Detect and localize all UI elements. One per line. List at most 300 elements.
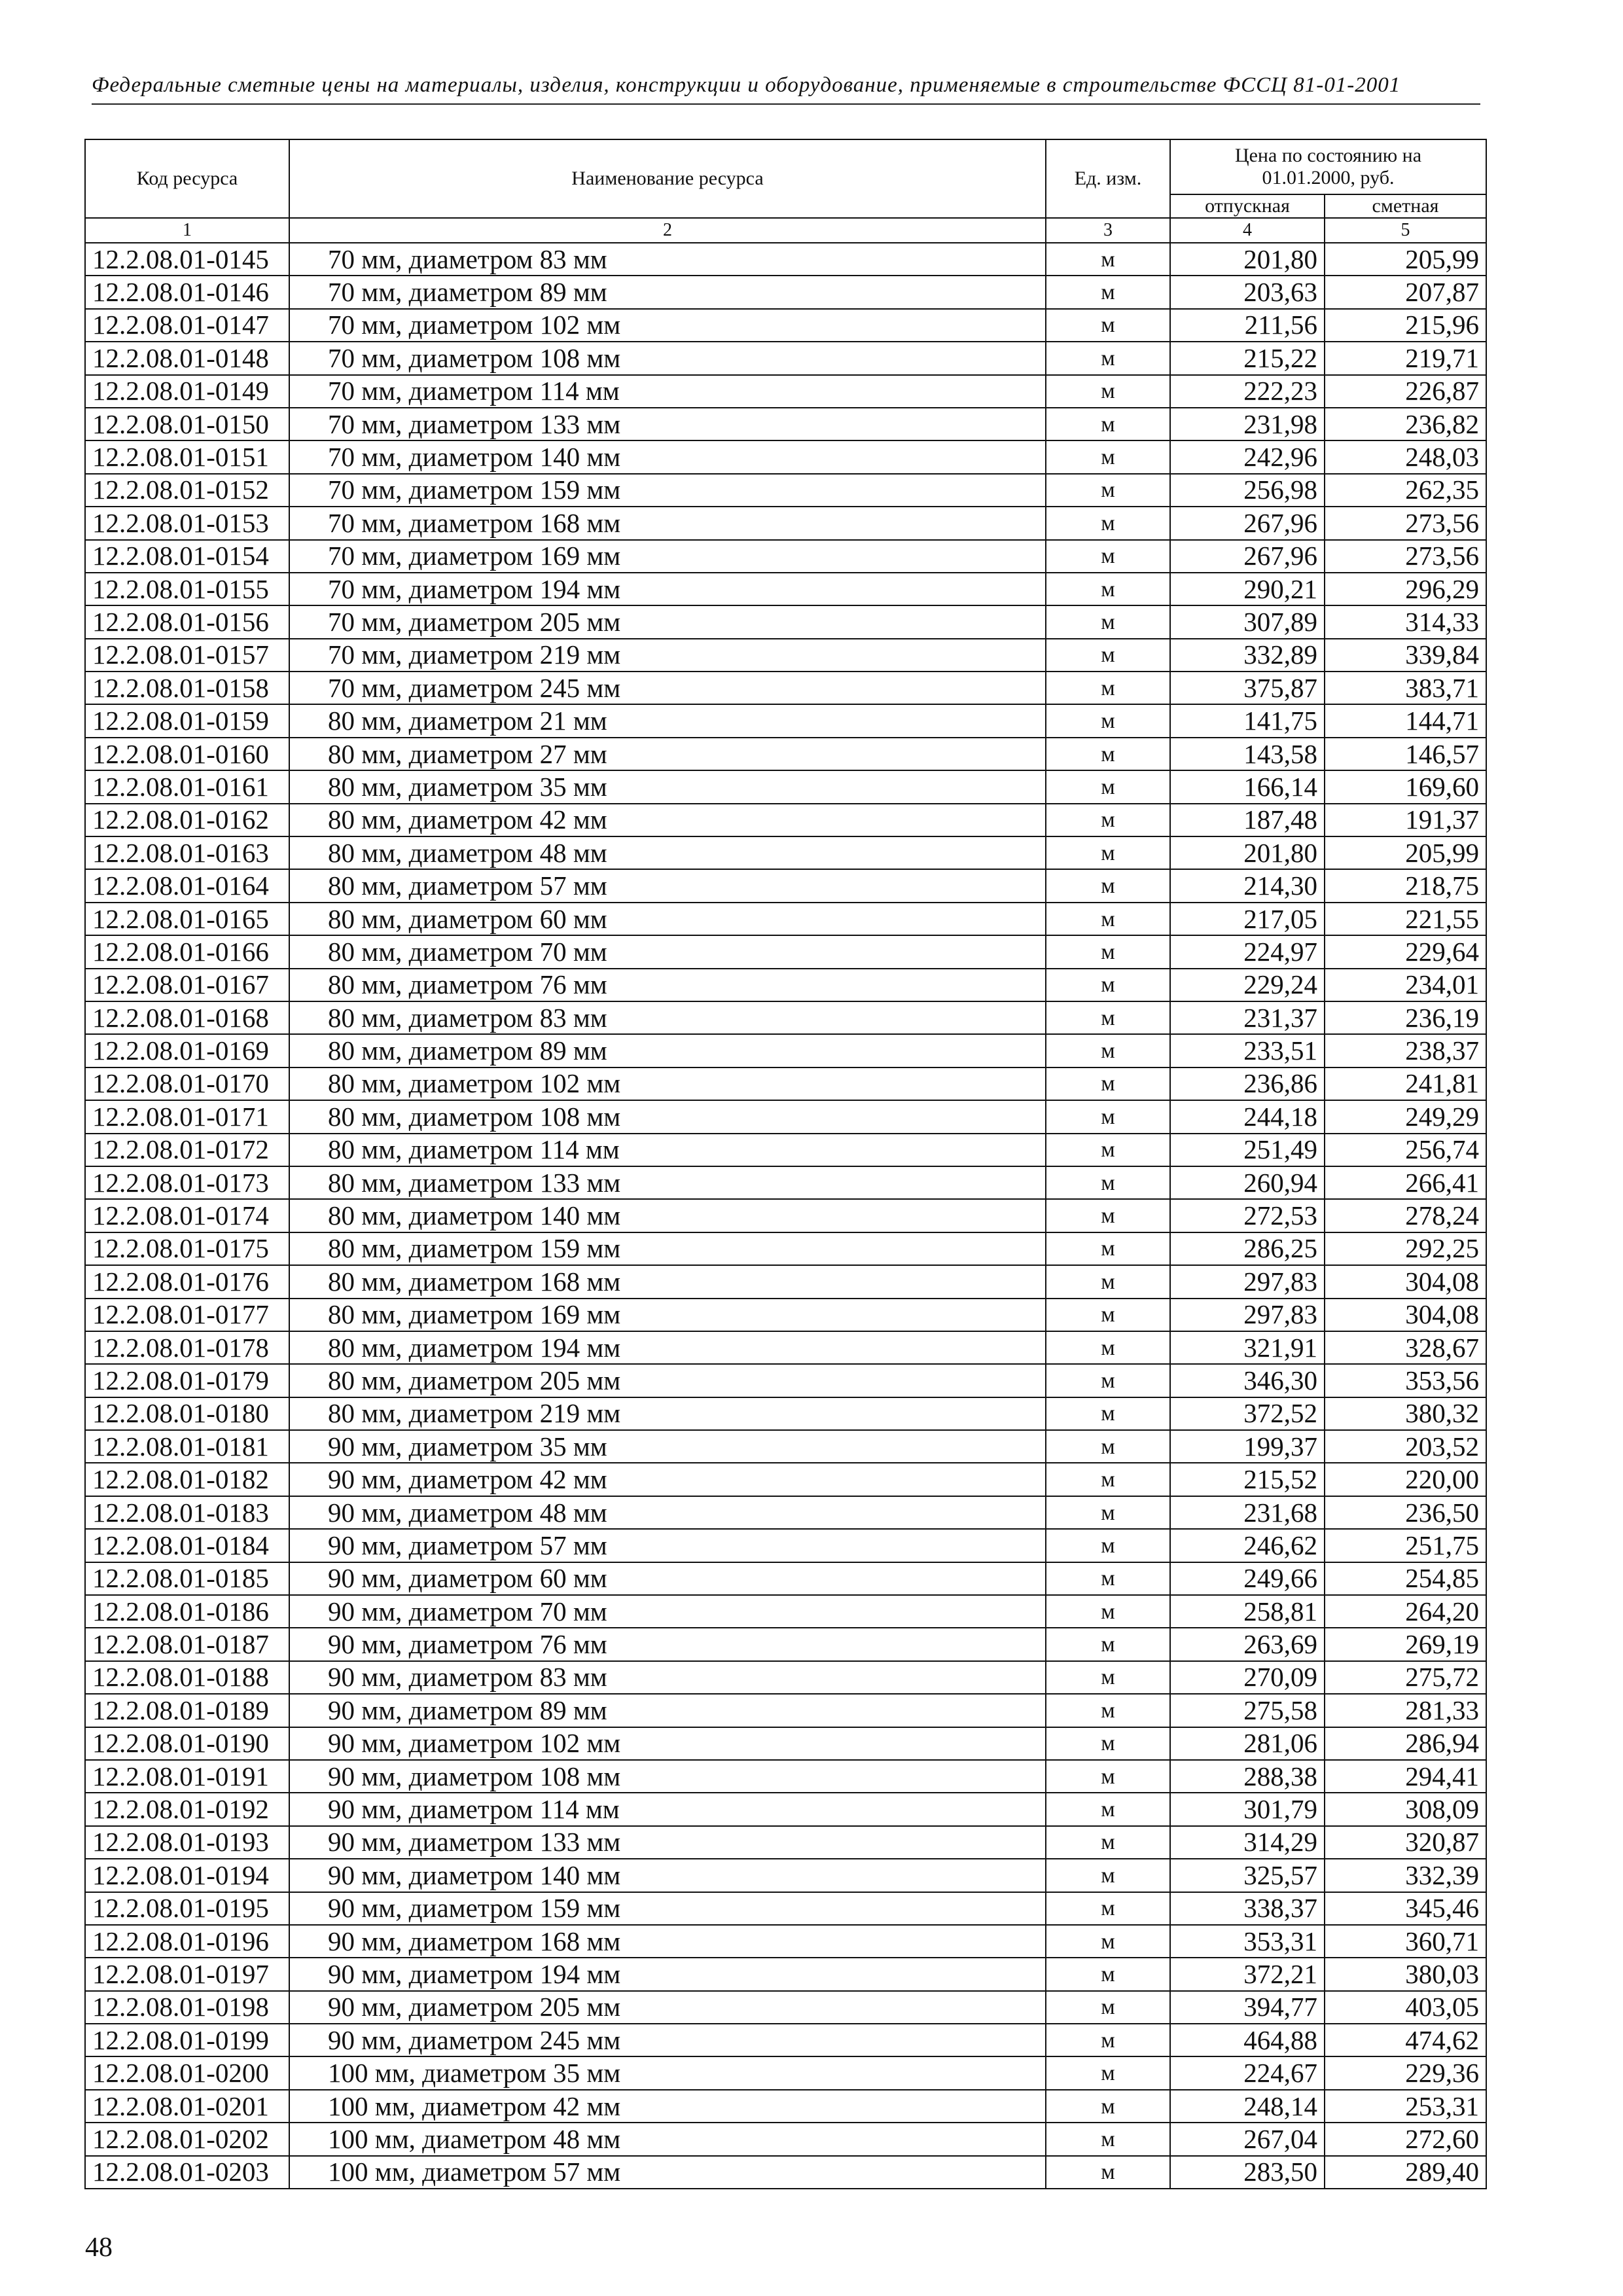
resource-name: 90 мм, диаметром 159 мм [289, 1892, 1046, 1925]
resource-name: 70 мм, диаметром 168 мм [289, 507, 1046, 539]
resource-name: 90 мм, диаметром 133 мм [289, 1826, 1046, 1859]
resource-name: 80 мм, диаметром 27 мм [289, 738, 1046, 770]
resource-code: 12.2.08.01-0192 [85, 1793, 289, 1825]
table-row [85, 1496, 1486, 1529]
unit: м [1046, 1134, 1170, 1166]
price-estimate: 215,96 [1325, 309, 1486, 342]
price-release: 224,67 [1170, 2056, 1325, 2089]
price-release: 236,86 [1170, 1067, 1325, 1100]
price-estimate: 294,41 [1325, 1760, 1486, 1793]
unit: м [1046, 1562, 1170, 1595]
unit: м [1046, 935, 1170, 968]
price-estimate: 229,36 [1325, 2056, 1486, 2089]
table-row [85, 1331, 1486, 1364]
table-row [85, 1859, 1486, 1892]
price-estimate: 304,08 [1325, 1299, 1486, 1331]
price-estimate: 292,25 [1325, 1232, 1486, 1265]
price-estimate: 278,24 [1325, 1199, 1486, 1232]
price-release: 260,94 [1170, 1166, 1325, 1199]
price-release: 267,96 [1170, 507, 1325, 539]
unit: м [1046, 474, 1170, 507]
resource-name: 100 мм, диаметром 42 мм [289, 2090, 1046, 2123]
unit: м [1046, 1991, 1170, 2024]
price-release: 301,79 [1170, 1793, 1325, 1825]
price-estimate: 304,08 [1325, 1265, 1486, 1298]
table-row [85, 672, 1486, 704]
resource-name: 70 мм, диаметром 83 мм [289, 243, 1046, 276]
unit: м [1046, 1331, 1170, 1364]
price-release: 297,83 [1170, 1265, 1325, 1298]
price-estimate: 249,29 [1325, 1100, 1486, 1133]
resource-name: 70 мм, диаметром 114 мм [289, 375, 1046, 408]
price-release: 281,06 [1170, 1727, 1325, 1760]
price-release: 251,49 [1170, 1134, 1325, 1166]
resource-name: 90 мм, диаметром 42 мм [289, 1463, 1046, 1496]
price-estimate: 236,82 [1325, 408, 1486, 440]
price-release: 217,05 [1170, 903, 1325, 935]
price-release: 249,66 [1170, 1562, 1325, 1595]
unit: м [1046, 1595, 1170, 1628]
table-row [85, 1760, 1486, 1793]
resource-code: 12.2.08.01-0163 [85, 836, 289, 869]
resource-name: 70 мм, диаметром 219 мм [289, 639, 1046, 672]
resource-name: 80 мм, диаметром 48 мм [289, 836, 1046, 869]
price-release: 233,51 [1170, 1034, 1325, 1067]
unit: м [1046, 2156, 1170, 2189]
resource-code: 12.2.08.01-0172 [85, 1134, 289, 1166]
resource-code: 12.2.08.01-0161 [85, 770, 289, 803]
price-estimate: 269,19 [1325, 1628, 1486, 1660]
price-release: 346,30 [1170, 1364, 1325, 1397]
resource-code: 12.2.08.01-0154 [85, 540, 289, 573]
resource-name: 70 мм, диаметром 108 мм [289, 342, 1046, 374]
table-row [85, 1001, 1486, 1034]
price-release: 258,81 [1170, 1595, 1325, 1628]
unit: м [1046, 869, 1170, 902]
resource-code: 12.2.08.01-0180 [85, 1397, 289, 1430]
price-estimate: 273,56 [1325, 540, 1486, 573]
resource-name: 80 мм, диаметром 205 мм [289, 1364, 1046, 1397]
table-row [85, 1034, 1486, 1067]
resource-code: 12.2.08.01-0162 [85, 804, 289, 836]
resource-name: 80 мм, диаметром 57 мм [289, 869, 1046, 902]
table-row [85, 1793, 1486, 1825]
price-release: 321,91 [1170, 1331, 1325, 1364]
resource-code: 12.2.08.01-0148 [85, 342, 289, 374]
table-row [85, 836, 1486, 869]
price-release: 199,37 [1170, 1430, 1325, 1463]
header-rule [92, 103, 1480, 105]
unit: м [1046, 440, 1170, 473]
resource-code: 12.2.08.01-0198 [85, 1991, 289, 2024]
unit: м [1046, 770, 1170, 803]
unit: м [1046, 1826, 1170, 1859]
unit: м [1046, 1034, 1170, 1067]
unit: м [1046, 804, 1170, 836]
unit: м [1046, 1430, 1170, 1463]
resource-code: 12.2.08.01-0197 [85, 1958, 289, 1990]
price-release: 263,69 [1170, 1628, 1325, 1660]
price-release: 229,24 [1170, 969, 1325, 1001]
resource-code: 12.2.08.01-0191 [85, 1760, 289, 1793]
price-estimate: 332,39 [1325, 1859, 1486, 1892]
price-estimate: 146,57 [1325, 738, 1486, 770]
resource-code: 12.2.08.01-0160 [85, 738, 289, 770]
table-row [85, 440, 1486, 473]
resource-name: 70 мм, диаметром 102 мм [289, 309, 1046, 342]
price-table [84, 139, 1487, 2189]
unit: м [1046, 2090, 1170, 2123]
resource-code: 12.2.08.01-0168 [85, 1001, 289, 1034]
price-release: 372,52 [1170, 1397, 1325, 1430]
price-release: 325,57 [1170, 1859, 1325, 1892]
price-release: 332,89 [1170, 639, 1325, 672]
resource-name: 90 мм, диаметром 89 мм [289, 1694, 1046, 1727]
table-row [85, 1727, 1486, 1760]
resource-name: 80 мм, диаметром 169 мм [289, 1299, 1046, 1331]
resource-code: 12.2.08.01-0171 [85, 1100, 289, 1133]
resource-name: 80 мм, диаметром 194 мм [289, 1331, 1046, 1364]
table-row [85, 2056, 1486, 2089]
price-release: 231,37 [1170, 1001, 1325, 1034]
price-estimate: 383,71 [1325, 672, 1486, 704]
resource-code: 12.2.08.01-0187 [85, 1628, 289, 1660]
table-row [85, 1925, 1486, 1958]
table-row [85, 408, 1486, 440]
price-estimate: 169,60 [1325, 770, 1486, 803]
unit: м [1046, 309, 1170, 342]
resource-code: 12.2.08.01-0184 [85, 1529, 289, 1562]
resource-name: 80 мм, диаметром 168 мм [289, 1265, 1046, 1298]
price-release: 246,62 [1170, 1529, 1325, 1562]
table-row [85, 1199, 1486, 1232]
table-row [85, 1166, 1486, 1199]
price-estimate: 205,99 [1325, 836, 1486, 869]
resource-name: 90 мм, диаметром 70 мм [289, 1595, 1046, 1628]
unit: м [1046, 969, 1170, 1001]
resource-code: 12.2.08.01-0150 [85, 408, 289, 440]
resource-code: 12.2.08.01-0158 [85, 672, 289, 704]
table-row [85, 869, 1486, 902]
unit: м [1046, 276, 1170, 308]
page-number: 48 [85, 2233, 113, 2263]
unit: м [1046, 1299, 1170, 1331]
resource-code: 12.2.08.01-0153 [85, 507, 289, 539]
unit: м [1046, 1199, 1170, 1232]
resource-name: 70 мм, диаметром 169 мм [289, 540, 1046, 573]
unit: м [1046, 540, 1170, 573]
resource-name: 90 мм, диаметром 57 мм [289, 1529, 1046, 1562]
table-row [85, 1232, 1486, 1265]
col-header-code: Код ресурса [85, 139, 289, 218]
table-row [85, 540, 1486, 573]
price-estimate: 380,03 [1325, 1958, 1486, 1990]
unit: м [1046, 1463, 1170, 1496]
resource-code: 12.2.08.01-0182 [85, 1463, 289, 1496]
resource-code: 12.2.08.01-0186 [85, 1595, 289, 1628]
price-release: 201,80 [1170, 836, 1325, 869]
table-row [85, 342, 1486, 374]
resource-name: 80 мм, диаметром 76 мм [289, 969, 1046, 1001]
table-row [85, 1100, 1486, 1133]
resource-name: 90 мм, диаметром 114 мм [289, 1793, 1046, 1825]
table-row [85, 1463, 1486, 1496]
table-row [85, 1562, 1486, 1595]
price-estimate: 474,62 [1325, 2024, 1486, 2056]
price-release: 297,83 [1170, 1299, 1325, 1331]
price-release: 215,22 [1170, 342, 1325, 374]
price-estimate: 262,35 [1325, 474, 1486, 507]
unit: м [1046, 704, 1170, 737]
table-row [85, 605, 1486, 638]
resource-name: 80 мм, диаметром 35 мм [289, 770, 1046, 803]
col-header-price-estimate: сметная [1325, 194, 1486, 218]
unit: м [1046, 1661, 1170, 1694]
resource-name: 70 мм, диаметром 194 мм [289, 573, 1046, 605]
price-estimate: 273,56 [1325, 507, 1486, 539]
table-row [85, 276, 1486, 308]
resource-code: 12.2.08.01-0170 [85, 1067, 289, 1100]
resource-name: 80 мм, диаметром 219 мм [289, 1397, 1046, 1430]
col-header-unit: Ед. изм. [1046, 139, 1170, 218]
resource-code: 12.2.08.01-0183 [85, 1496, 289, 1529]
table-row [85, 2024, 1486, 2056]
unit: м [1046, 1001, 1170, 1034]
price-estimate: 380,32 [1325, 1397, 1486, 1430]
unit: м [1046, 1496, 1170, 1529]
price-estimate: 272,60 [1325, 2123, 1486, 2155]
resource-code: 12.2.08.01-0185 [85, 1562, 289, 1595]
resource-code: 12.2.08.01-0167 [85, 969, 289, 1001]
resource-name: 80 мм, диаметром 159 мм [289, 1232, 1046, 1265]
col-header-price-group [1170, 139, 1486, 194]
resource-code: 12.2.08.01-0166 [85, 935, 289, 968]
price-release: 267,96 [1170, 540, 1325, 573]
price-estimate: 253,31 [1325, 2090, 1486, 2123]
resource-name: 80 мм, диаметром 60 мм [289, 903, 1046, 935]
price-release: 375,87 [1170, 672, 1325, 704]
price-estimate: 339,84 [1325, 639, 1486, 672]
price-estimate: 353,56 [1325, 1364, 1486, 1397]
table-row [85, 935, 1486, 968]
price-release: 314,29 [1170, 1826, 1325, 1859]
unit: м [1046, 342, 1170, 374]
price-release: 242,96 [1170, 440, 1325, 473]
resource-name: 80 мм, диаметром 102 мм [289, 1067, 1046, 1100]
resource-name: 70 мм, диаметром 159 мм [289, 474, 1046, 507]
resource-code: 12.2.08.01-0179 [85, 1364, 289, 1397]
price-estimate: 207,87 [1325, 276, 1486, 308]
resource-code: 12.2.08.01-0159 [85, 704, 289, 737]
unit: м [1046, 903, 1170, 935]
unit: м [1046, 243, 1170, 276]
unit: м [1046, 573, 1170, 605]
resource-code: 12.2.08.01-0199 [85, 2024, 289, 2056]
resource-name: 80 мм, диаметром 140 мм [289, 1199, 1046, 1232]
unit: м [1046, 1694, 1170, 1727]
unit: м [1046, 1925, 1170, 1958]
resource-name: 100 мм, диаметром 35 мм [289, 2056, 1046, 2089]
unit: м [1046, 1166, 1170, 1199]
resource-name: 70 мм, диаметром 205 мм [289, 605, 1046, 638]
price-estimate: 234,01 [1325, 969, 1486, 1001]
price-release: 307,89 [1170, 605, 1325, 638]
unit: м [1046, 836, 1170, 869]
col-number: 5 [1325, 218, 1486, 243]
unit: м [1046, 738, 1170, 770]
price-estimate: 296,29 [1325, 573, 1486, 605]
unit: м [1046, 1265, 1170, 1298]
price-release: 372,21 [1170, 1958, 1325, 1990]
table-row [85, 1397, 1486, 1430]
price-estimate: 226,87 [1325, 375, 1486, 408]
resource-name: 90 мм, диаметром 205 мм [289, 1991, 1046, 2024]
price-release: 222,23 [1170, 375, 1325, 408]
resource-code: 12.2.08.01-0193 [85, 1826, 289, 1859]
price-estimate: 256,74 [1325, 1134, 1486, 1166]
running-header: Федеральные сметные цены на материалы, изделия, конструкции и оборудование, применяемые в строительстве ФССЦ 81-01-2001 [92, 73, 1401, 97]
price-release: 283,50 [1170, 2156, 1325, 2189]
price-estimate: 238,37 [1325, 1034, 1486, 1067]
price-release: 244,18 [1170, 1100, 1325, 1133]
resource-code: 12.2.08.01-0177 [85, 1299, 289, 1331]
price-release: 286,25 [1170, 1232, 1325, 1265]
price-estimate: 345,46 [1325, 1892, 1486, 1925]
price-estimate: 360,71 [1325, 1925, 1486, 1958]
resource-code: 12.2.08.01-0175 [85, 1232, 289, 1265]
table-row [85, 903, 1486, 935]
price-estimate: 314,33 [1325, 605, 1486, 638]
price-estimate: 281,33 [1325, 1694, 1486, 1727]
resource-name: 70 мм, диаметром 89 мм [289, 276, 1046, 308]
unit: м [1046, 375, 1170, 408]
table-row [85, 804, 1486, 836]
table-row [85, 2090, 1486, 2123]
price-release: 248,14 [1170, 2090, 1325, 2123]
price-group-label: Цена по состоянию на 01.01.2000, руб. [1234, 145, 1422, 188]
table-row [85, 1134, 1486, 1166]
price-release: 143,58 [1170, 738, 1325, 770]
price-release: 141,75 [1170, 704, 1325, 737]
resource-name: 90 мм, диаметром 76 мм [289, 1628, 1046, 1660]
price-release: 353,31 [1170, 1925, 1325, 1958]
price-estimate: 219,71 [1325, 342, 1486, 374]
unit: м [1046, 1859, 1170, 1892]
table-body [85, 243, 1486, 2189]
table-row [85, 573, 1486, 605]
resource-name: 90 мм, диаметром 102 мм [289, 1727, 1046, 1760]
price-release: 231,68 [1170, 1496, 1325, 1529]
table-row [85, 375, 1486, 408]
table-row [85, 1265, 1486, 1298]
table-row [85, 1595, 1486, 1628]
resource-name: 80 мм, диаметром 42 мм [289, 804, 1046, 836]
resource-code: 12.2.08.01-0178 [85, 1331, 289, 1364]
price-estimate: 236,50 [1325, 1496, 1486, 1529]
price-estimate: 241,81 [1325, 1067, 1486, 1100]
col-number: 2 [289, 218, 1046, 243]
table-row [85, 704, 1486, 737]
table-row [85, 243, 1486, 276]
unit: м [1046, 1232, 1170, 1265]
table-row [85, 1628, 1486, 1660]
resource-code: 12.2.08.01-0152 [85, 474, 289, 507]
resource-code: 12.2.08.01-0203 [85, 2156, 289, 2189]
resource-code: 12.2.08.01-0155 [85, 573, 289, 605]
table-row [85, 1694, 1486, 1727]
unit: м [1046, 1067, 1170, 1100]
resource-code: 12.2.08.01-0164 [85, 869, 289, 902]
resource-code: 12.2.08.01-0165 [85, 903, 289, 935]
resource-code: 12.2.08.01-0149 [85, 375, 289, 408]
table-row [85, 1430, 1486, 1463]
price-estimate: 308,09 [1325, 1793, 1486, 1825]
price-estimate: 218,75 [1325, 869, 1486, 902]
price-release: 338,37 [1170, 1892, 1325, 1925]
table-row [85, 507, 1486, 539]
table-row [85, 1991, 1486, 2024]
price-release: 231,98 [1170, 408, 1325, 440]
unit: м [1046, 1892, 1170, 1925]
resource-code: 12.2.08.01-0147 [85, 309, 289, 342]
price-estimate: 205,99 [1325, 243, 1486, 276]
resource-code: 12.2.08.01-0174 [85, 1199, 289, 1232]
table-row [85, 1529, 1486, 1562]
unit: м [1046, 2056, 1170, 2089]
resource-name: 80 мм, диаметром 108 мм [289, 1100, 1046, 1133]
price-estimate: 328,67 [1325, 1331, 1486, 1364]
table-row [85, 738, 1486, 770]
price-release: 166,14 [1170, 770, 1325, 803]
col-header-price-release: отпускная [1170, 194, 1325, 218]
table-row [85, 2123, 1486, 2155]
price-release: 275,58 [1170, 1694, 1325, 1727]
price-estimate: 264,20 [1325, 1595, 1486, 1628]
col-number: 4 [1170, 218, 1325, 243]
resource-name: 80 мм, диаметром 83 мм [289, 1001, 1046, 1034]
price-estimate: 286,94 [1325, 1727, 1486, 1760]
resource-name: 90 мм, диаметром 48 мм [289, 1496, 1046, 1529]
unit: м [1046, 605, 1170, 638]
table-row [85, 474, 1486, 507]
resource-name: 100 мм, диаметром 57 мм [289, 2156, 1046, 2189]
price-estimate: 144,71 [1325, 704, 1486, 737]
price-release: 464,88 [1170, 2024, 1325, 2056]
resource-name: 70 мм, диаметром 133 мм [289, 408, 1046, 440]
unit: м [1046, 1793, 1170, 1825]
table-row [85, 639, 1486, 672]
price-release: 267,04 [1170, 2123, 1325, 2155]
resource-name: 70 мм, диаметром 140 мм [289, 440, 1046, 473]
resource-name: 80 мм, диаметром 89 мм [289, 1034, 1046, 1067]
price-release: 272,53 [1170, 1199, 1325, 1232]
unit: м [1046, 1727, 1170, 1760]
table-row [85, 1892, 1486, 1925]
resource-code: 12.2.08.01-0169 [85, 1034, 289, 1067]
resource-code: 12.2.08.01-0189 [85, 1694, 289, 1727]
resource-name: 90 мм, диаметром 194 мм [289, 1958, 1046, 1990]
table-row [85, 1067, 1486, 1100]
price-release: 215,52 [1170, 1463, 1325, 1496]
table-row [85, 1958, 1486, 1990]
price-estimate: 203,52 [1325, 1430, 1486, 1463]
price-estimate: 229,64 [1325, 935, 1486, 968]
resource-code: 12.2.08.01-0188 [85, 1661, 289, 1694]
unit: м [1046, 1397, 1170, 1430]
price-estimate: 275,72 [1325, 1661, 1486, 1694]
resource-name: 80 мм, диаметром 21 мм [289, 704, 1046, 737]
price-estimate: 221,55 [1325, 903, 1486, 935]
